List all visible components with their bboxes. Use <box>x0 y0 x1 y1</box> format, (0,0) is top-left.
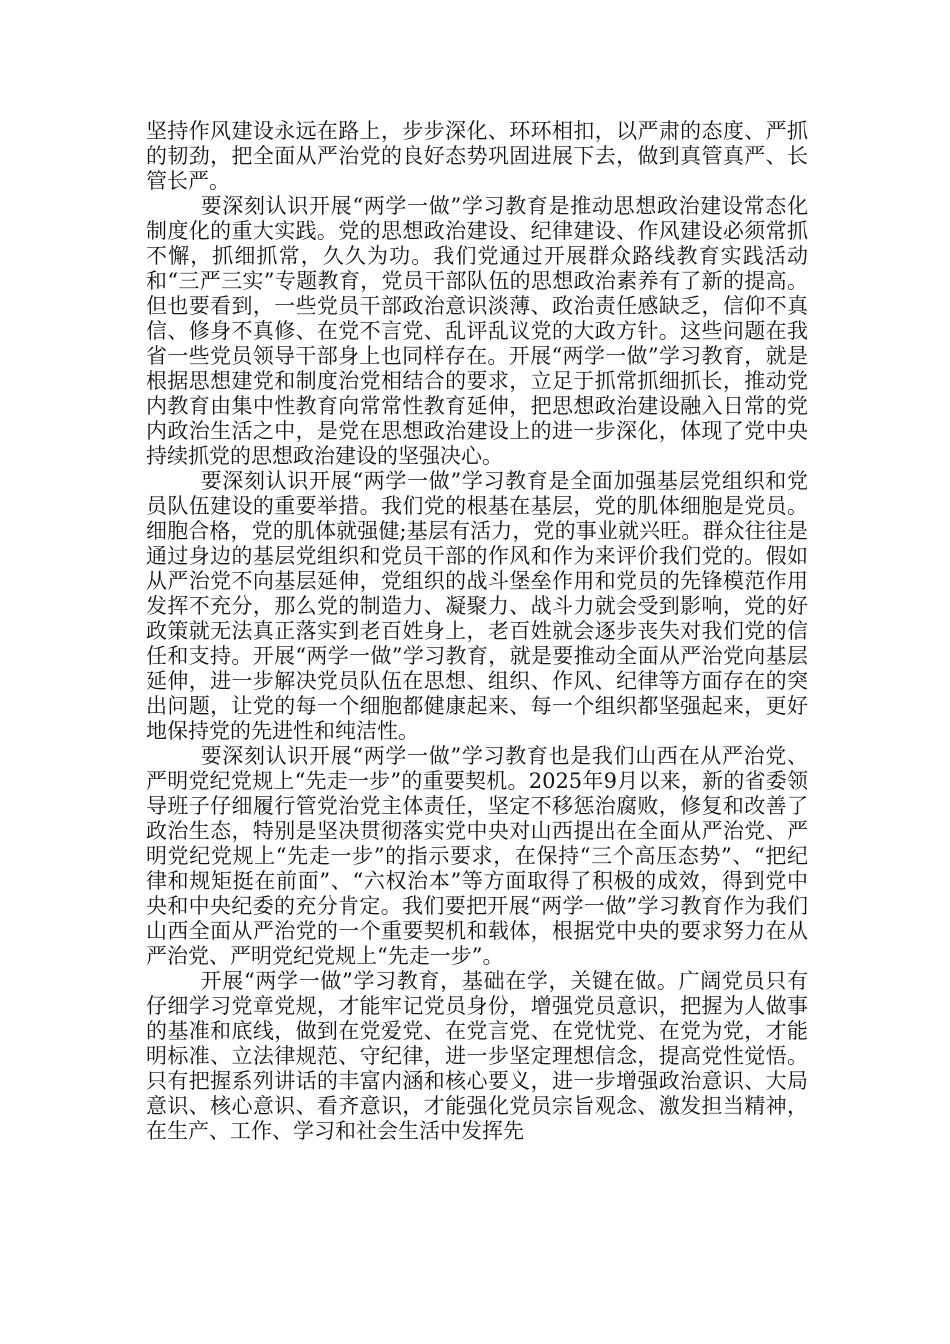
paragraph-2: 要深刻认识开展“两学一做”学习教育是推动思想政治建设常态化制度化的重大实践。党的思想政治建设、纪律建设、作风建设必须常抓不懈，抓细抓常，久久为功。我们党通过开展群众路线教育实践活动和“三严三实”专题教育，党员干部队伍的思想政治素养有了新的提高。但也要看到，一些党员干部政治意识淡薄、政治责任感缺乏，信仰不真信、修身不真修、在党不言党、乱评乱议党的大政方针。这些问题在我省一些党员领导干部身上也同样存在。开展“两学一做”学习教育，就是根据思想建党和制度治党相结合的要求，立足于抓常抓细抓长，推动党内教育由集中性教育向常常性教育延伸，把思想政治建设融入日常的党内政治生活之中，是党在思想政治建设上的进一步深化，体现了党中央持续抓党的思想政治建设的坚强决心。 <box>146 194 808 468</box>
paragraph-3: 要深刻认识开展“两学一做”学习教育是全面加强基层党组织和党员队伍建设的重要举措。我们党的根基在基层，党的肌体细胞是党员。细胞合格，党的肌体就强健;基层有活力，党的事业就兴旺。群众往往是通过身边的基层党组织和党员干部的作风和作为来评价我们党的。假如从严治党不向基层延伸，党组织的战斗堡垒作用和党员的先锋模范作用发挥不充分，那么党的制造力、凝聚力、战斗力就会受到影响，党的好政策就无法真正落实到老百姓身上，老百姓就会逐步丧失对我们党的信任和支持。开展“两学一做”学习教育，就是要推动全面从严治党向基层延伸，进一步解决党员队伍在思想、组织、作风、纪律等方面存在的突出问题，让党的每一个细胞都健康起来、每一个组织都坚强起来，更好地保持党的先进性和纯洁性。 <box>146 469 808 743</box>
paragraph-5: 开展“两学一做”学习教育，基础在学，关键在做。广阔党员只有仔细学习党章党规，才能牢记党员身份，增强党员意识，把握为人做事的基准和底线，做到在党爱党、在党言党、在党忧党、在党为党，才能明标准、立法律规范、守纪律，进一步坚定理想信念，提高党性觉悟。只有把握系列讲话的丰富内涵和核心要义，进一步增强政治意识、大局意识、核心意识、看齐意识，才能强化党员宗旨观念、激发担当精神，在生产、工作、学习和社会生活中发挥先 <box>146 969 808 1143</box>
document-body <box>146 119 808 1144</box>
paragraph-1: 坚持作风建设永远在路上，步步深化、环环相扣，以严肃的态度、严抓的韧劲，把全面从严治党的良好态势巩固进展下去，做到真管真严、长管长严。 <box>146 119 808 193</box>
paragraph-4: 要深刻认识开展“两学一做”学习教育也是我们山西在从严治党、严明党纪党规上“先走一步”的重要契机。2025年9月以来，新的省委领导班子仔细履行管党治党主体责任，坚定不移惩治腐败，修复和改善了政治生态，特别是坚决贯彻落实党中央对山西提出在全面从严治党、严明党纪党规上“先走一步”的指示要求，在保持“三个高压态势”、“把纪律和规矩挺在前面”、“六权治本”等方面取得了积极的成效，得到党中央和中央纪委的充分肯定。我们要把开展“两学一做”学习教育作为我们山西全面从严治党的一个重要契机和载体，根据党中央的要求努力在从严治党、严明党纪党规上“先走一步”。 <box>146 744 808 968</box>
